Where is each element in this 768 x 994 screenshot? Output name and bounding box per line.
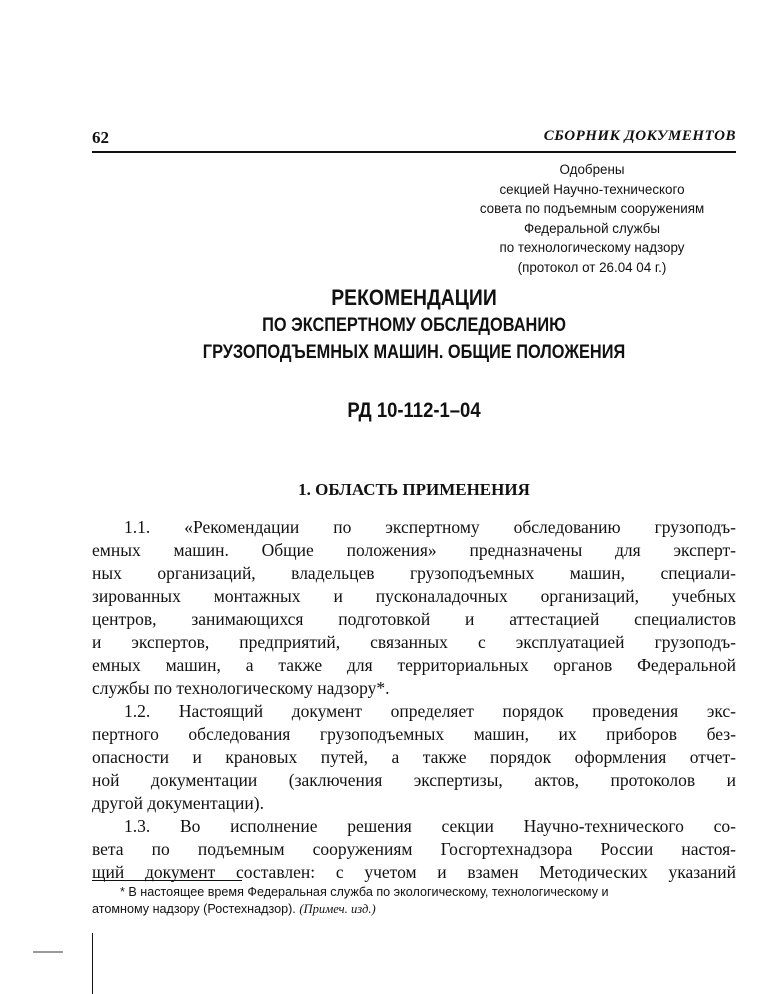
approval-line: (протокол от 26.04 04 г.): [517, 259, 667, 275]
footnote-text: атомному надзору (Ростехнадзор).: [92, 902, 300, 916]
document-title: [92, 284, 736, 366]
title-main: РЕКОМЕНДАЦИИ: [331, 285, 497, 310]
body-line: вета по подъемным сооружениям Госгортехнадзора России настоя-: [92, 839, 736, 859]
header-rule: [92, 151, 736, 153]
scan-mark: [33, 951, 63, 953]
title-subline: ПО ЭКСПЕРТНОМУ ОБСЛЕДОВАНИЮ: [262, 315, 566, 336]
running-title: СБОРНИК ДОКУМЕНТОВ: [543, 128, 736, 144]
approval-line: секцией Научно-технического: [499, 181, 685, 197]
body-line: емных машин. Общие положения» предназначены для эксперт-: [92, 540, 736, 560]
body-line: центров, занимающихся подготовкой и аттестацией специалистов: [92, 609, 736, 629]
body-line: щий документ составлен: с учетом и взамен Методических указаний: [92, 862, 736, 882]
body-line: другой документации).: [92, 793, 264, 813]
body-line: ной документации (заключения экспертизы, актов, протоколов и: [92, 770, 736, 790]
page-border-line: [92, 933, 93, 994]
body-line: емных машин, а также для территориальных органов Федеральной: [92, 655, 736, 675]
body-line: и экспертов, предприятий, связанных с эксплуатацией грузоподъ-: [92, 632, 736, 652]
document-code: РД 10-112-1–04: [347, 399, 481, 422]
footnote-rule: [92, 880, 242, 881]
page-number: 62: [92, 128, 109, 147]
body-line: 1.3. Во исполнение решения секции Научно-технического со-: [124, 816, 736, 836]
body-line: пертного обследования грузоподъемных машин, их приборов без-: [92, 724, 736, 744]
footnote-line: * В настоящее время Федеральная служба по экологическому, технологическому и: [120, 885, 609, 899]
body-line: службы по технологическому надзору*.: [92, 678, 390, 698]
footnote: [92, 884, 736, 918]
footnote-editor-note: (Примеч. изд.): [299, 902, 376, 916]
body-line: ных организаций, владельцев грузоподъемных машин, специали-: [92, 563, 736, 583]
approval-block: [440, 160, 744, 277]
approval-line: по технологическому надзору: [499, 240, 685, 255]
footnote-line: [92, 901, 736, 918]
section-heading: 1. ОБЛАСТЬ ПРИМЕНЕНИЯ: [298, 480, 530, 499]
approval-line: совета по подъемным сооружениям: [479, 201, 705, 216]
body-line: 1.1. «Рекомендации по экспертному обследованию грузоподъ-: [124, 517, 736, 537]
title-subline: ГРУЗОПОДЪЕМНЫХ МАШИН. ОБЩИЕ ПОЛОЖЕНИЯ: [202, 342, 626, 363]
approval-line: Федеральной службы: [523, 220, 661, 236]
body-line: 1.2. Настоящий документ определяет порядок проведения экс-: [124, 701, 736, 721]
body-line: зированных монтажных и пусконаладочных организаций, учебных: [92, 586, 736, 606]
body-line: опасности и крановых путей, а также порядок оформления отчет-: [92, 747, 736, 767]
section-body: [92, 516, 736, 884]
approval-line: Одобрены: [559, 162, 625, 177]
